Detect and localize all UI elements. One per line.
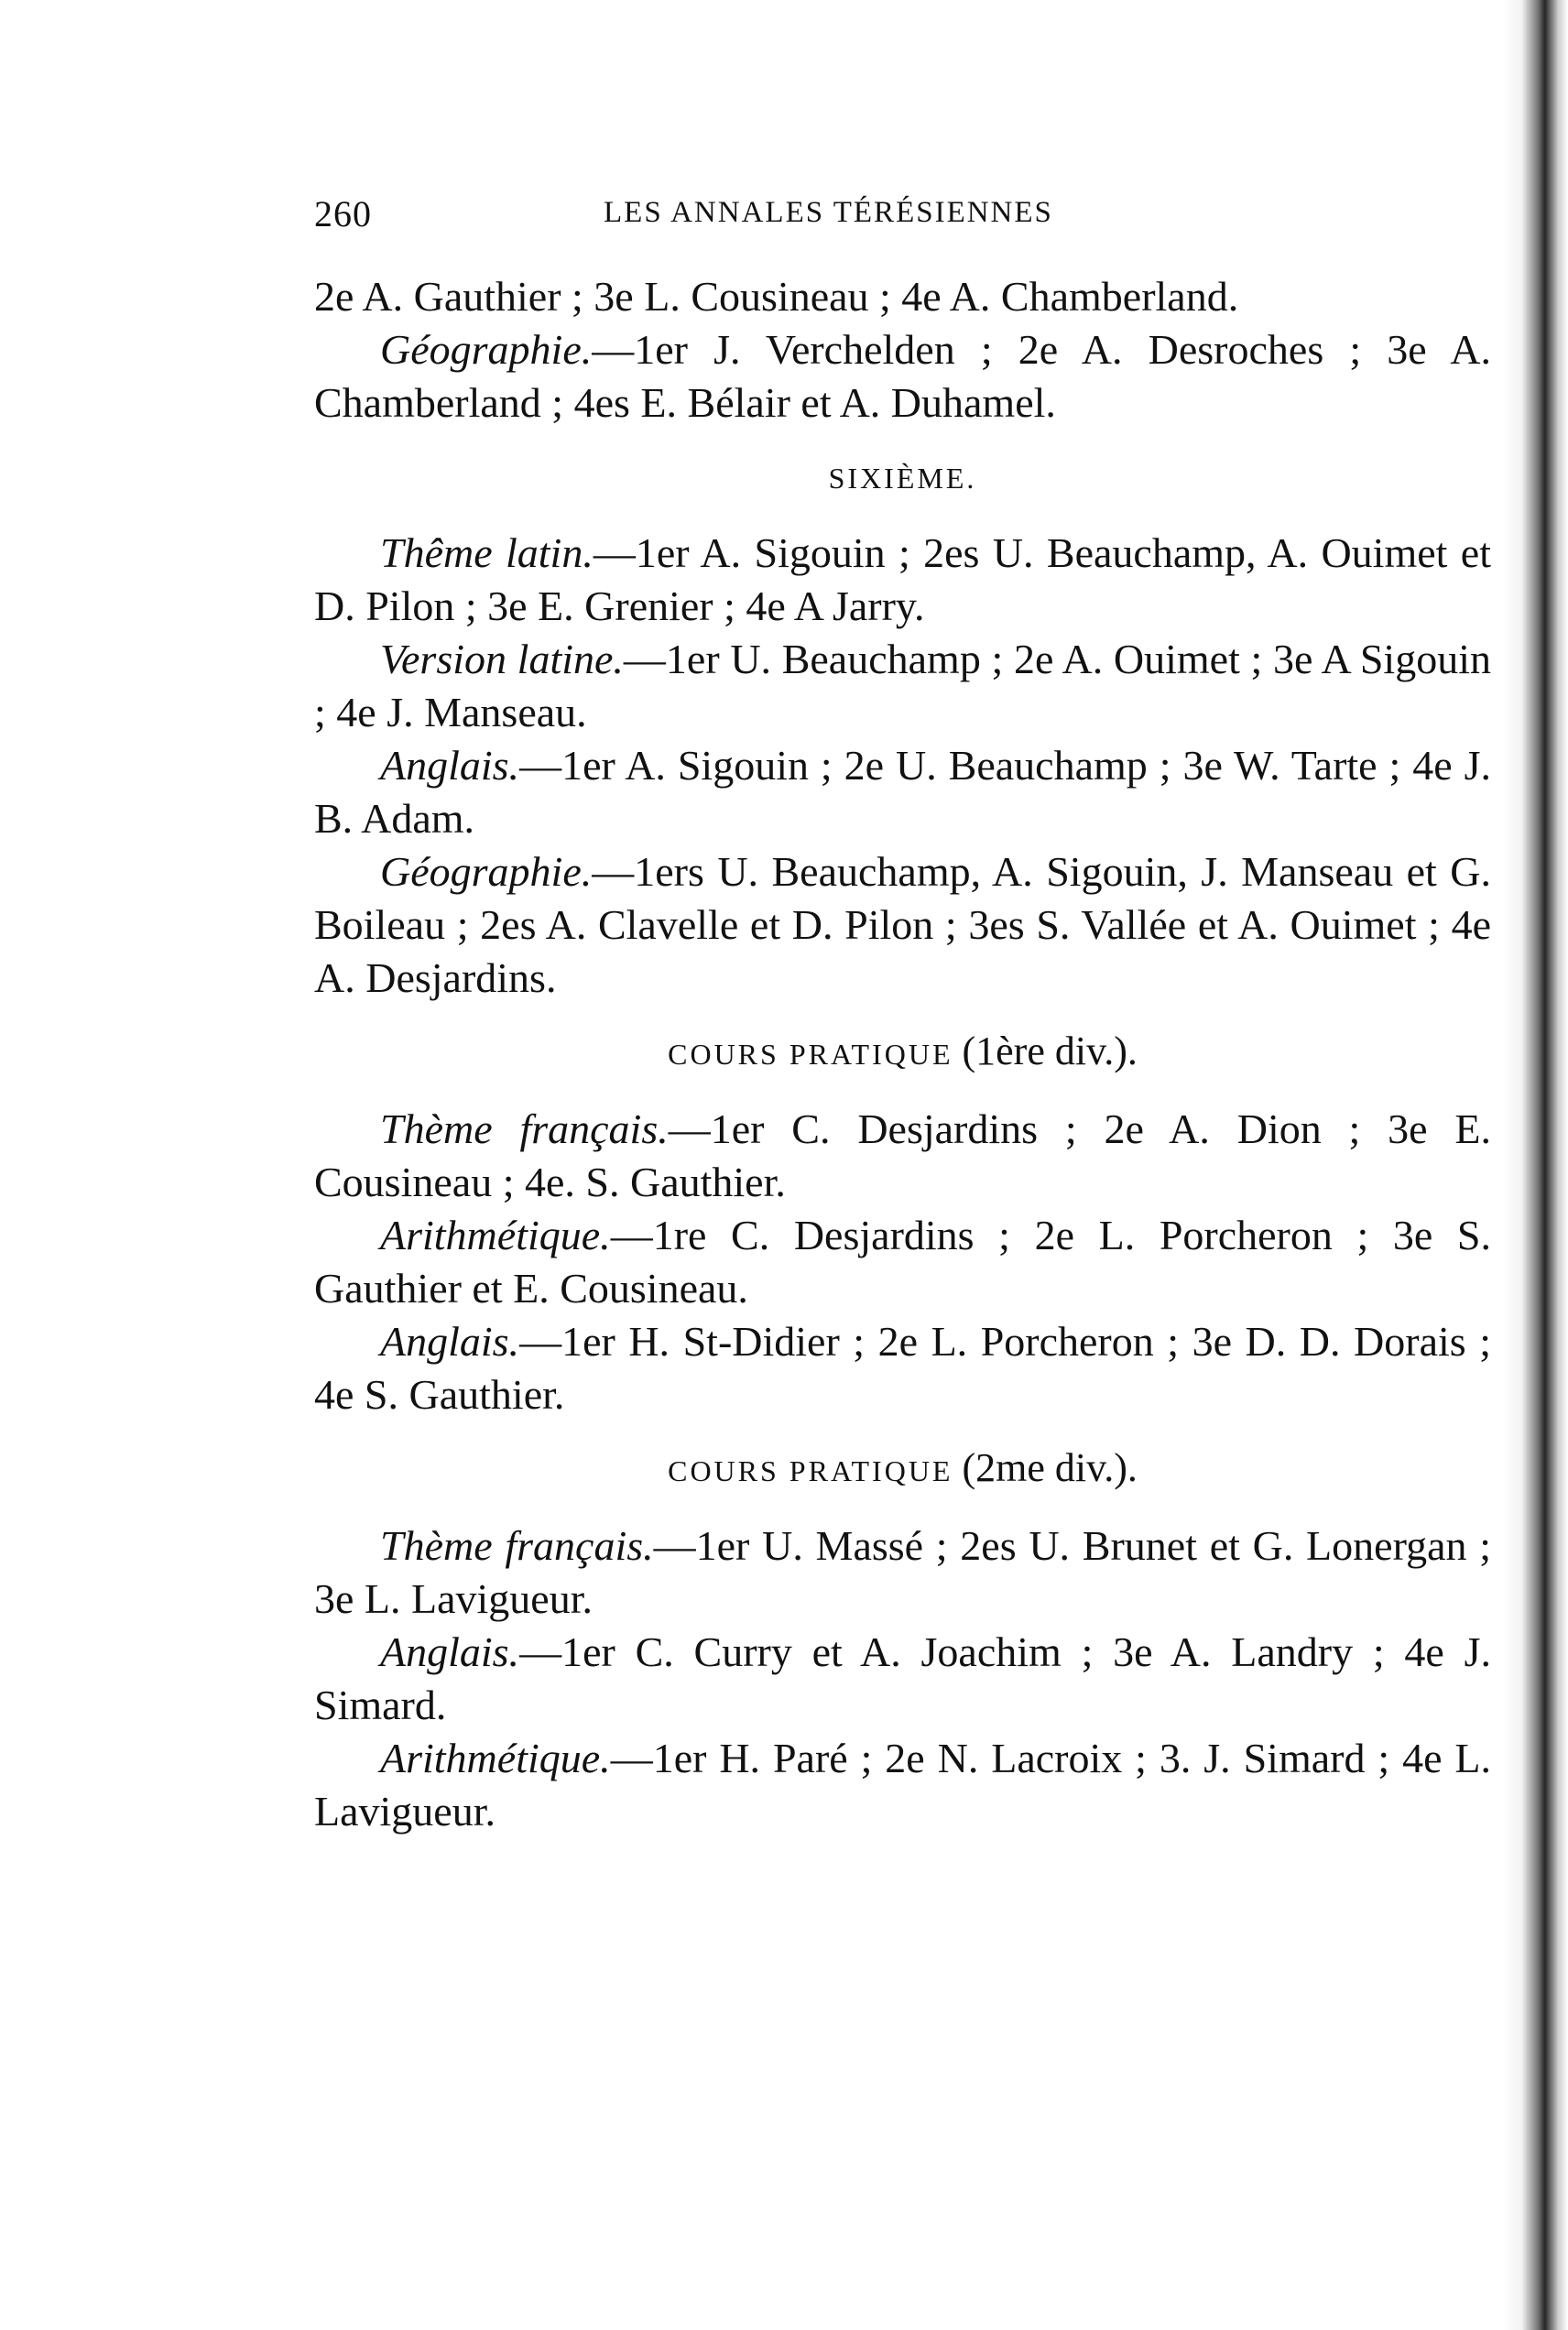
subject-label: Anglais. (380, 1628, 520, 1675)
paragraph-text: —1er C. Desjardins ; 2e A. Dion ; 3e E. Cousineau ; 4e. S. Gauthier. (314, 1105, 1492, 1205)
heading-division: (1ère div.). (962, 1029, 1138, 1073)
subject-label: Géographie. (380, 326, 593, 373)
heading-caps: COURS PRATIQUE (668, 1454, 953, 1487)
paragraph-text: —1er A. Sigouin ; 2es U. Beauchamp, A. Ouimet et D. Pilon ; 3e E. Grenier ; 4e A Jarry. (314, 529, 1491, 629)
subject-label: Thème français. (380, 1105, 669, 1152)
section-heading-cours-pratique-1 (314, 1025, 1491, 1081)
heading-caps: COURS PRATIQUE (668, 1038, 953, 1071)
subject-label: Géographie. (380, 848, 593, 895)
paragraph-text: —1er J. Verchelden ; 2e A. Desroches ; 3e A. Chamberland ; 4es E. Bélair et A. Duhamel. (314, 326, 1491, 426)
running-head: LES ANNALES TÉRÉSIENNES (604, 196, 1053, 229)
paragraph-text: —1er U. Beauchamp ; 2e A. Ouimet ; 3e A Sigouin ; 4e J. Manseau. (314, 636, 1491, 735)
heading-division: (2me div.). (962, 1445, 1138, 1490)
page-header (314, 192, 1486, 247)
section-heading-sixieme (314, 450, 1491, 505)
continuation-line: 2e A. Gauthier ; 3e L. Cousineau ; 4e A. Chamberland. (314, 273, 1239, 320)
paragraph-text: —1er H. Paré ; 2e N. Lacroix ; 3. J. Simard ; 4e L. Lavigueur. (314, 1735, 1491, 1835)
paragraph-text: —1er A. Sigouin ; 2e U. Beauchamp ; 3e W. Tarte ; 4e J. B. Adam. (314, 742, 1491, 842)
paragraph-version-latine (314, 633, 1491, 739)
paragraph-text: —1er H. St-Didier ; 2e L. Porcheron ; 3e D. D. Dorais ; 4e S. Gauthier. (314, 1318, 1491, 1418)
paragraph-theme-latin (314, 527, 1491, 633)
paragraph-text: —1er C. Curry et A. Joachim ; 3e A. Landry ; 4e J. Simard. (314, 1628, 1491, 1728)
page-number: 260 (314, 193, 372, 234)
paragraph-theme-francais (314, 1103, 1491, 1209)
paragraph-arithmetique (314, 1732, 1491, 1838)
subject-label: Arithmétique. (380, 1735, 611, 1781)
paragraph-geographie (314, 845, 1491, 1005)
subject-label: Anglais. (380, 1318, 520, 1365)
subject-label: Thême latin. (380, 529, 593, 576)
paragraph-geographie-continued (314, 323, 1491, 430)
paragraph-anglais (314, 1315, 1491, 1421)
subject-label: Anglais. (380, 742, 520, 789)
section-heading-cours-pratique-2 (314, 1442, 1491, 1497)
page-body (314, 270, 1491, 1838)
subject-label: Arithmétique. (380, 1212, 611, 1258)
paragraph-text: —1er U. Massé ; 2es U. Brunet et G. Lonergan ; 3e L. Lavigueur. (314, 1522, 1491, 1622)
paragraph-text: —1ers U. Beauchamp, A. Sigouin, J. Manseau et G. Boileau ; 2es A. Clavelle et D. Pilon ; 3es S. Vallée et A. Ouimet ; 4e A. Desjardins. (314, 848, 1491, 1001)
paragraph-text: —1re C. Desjardins ; 2e L. Porcheron ; 3e S. Gauthier et E. Cousineau. (314, 1212, 1491, 1312)
page-binding-shadow (1502, 0, 1568, 2330)
subject-label: Thème français. (380, 1522, 654, 1569)
paragraph-anglais (314, 1626, 1491, 1732)
heading-text: SIXIÈME. (828, 462, 977, 495)
paragraph-arithmetique (314, 1209, 1491, 1315)
paragraph-anglais (314, 739, 1491, 845)
paragraph-theme-francais (314, 1519, 1491, 1626)
subject-label: Version latine. (380, 636, 624, 682)
